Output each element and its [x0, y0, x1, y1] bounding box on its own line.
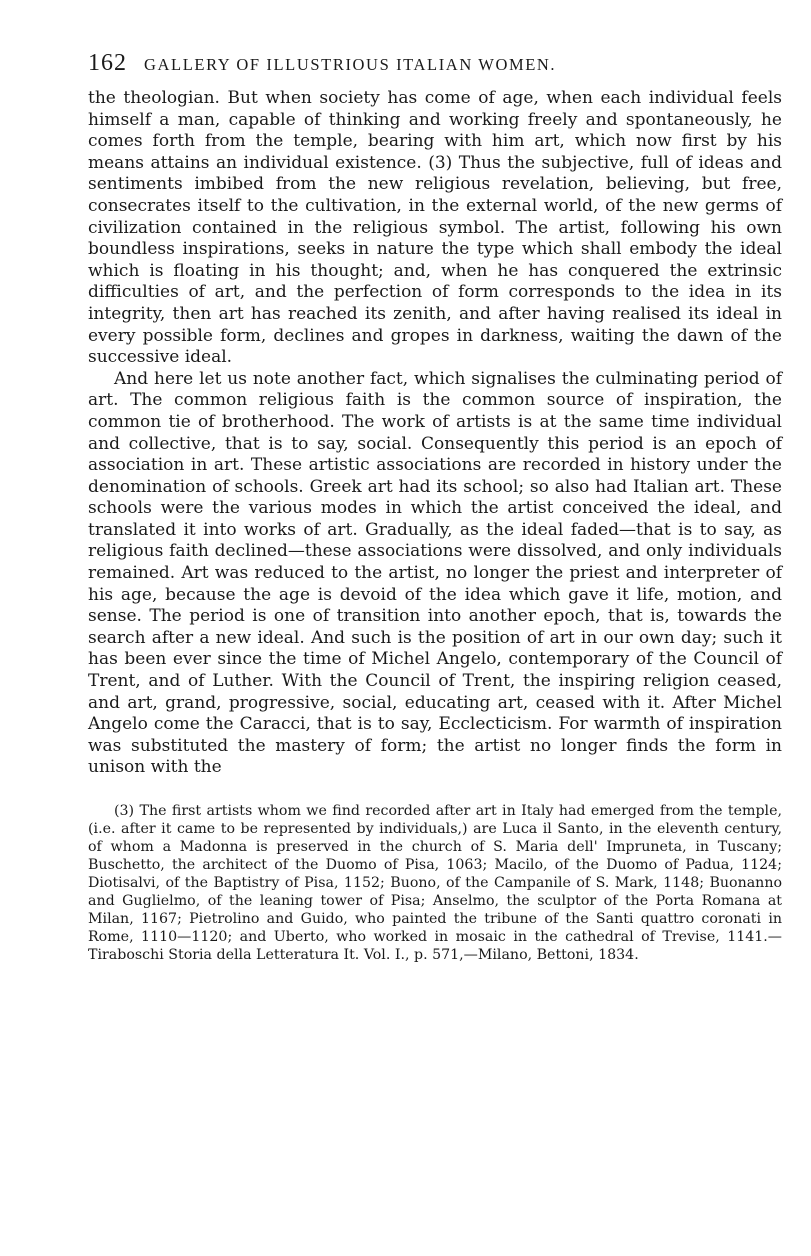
- page-number: 162: [88, 50, 127, 76]
- book-page: [88, 50, 782, 964]
- footnote: [88, 802, 782, 964]
- paragraph-continuation: the theologian. But when society has come of age, when each individual feels himself a man, capable of thinking and working freely and spontaneously, he comes forth from the temple, bearing with him art, which now first by his means attains an individual existence. (3) Thus the subjective, full of ideas and sentiments imbibed from the new religious revelation, believing, but free, consecrates itself to the cultivation, in the external world, of the new germs of civilization contained in the religious symbol. The artist, following his own boundless inspirations, seeks in nature the type which shall embody the ideal which is floating in his thought; and, when he has conquered the extrinsic difficulties of art, and the perfection of form corresponds to the idea in its integrity, then art has reached its zenith, and after having realised its ideal in every possible form, declines and gropes in darkness, waiting the dawn of the successive ideal.: [88, 88, 782, 368]
- running-title: GALLERY OF ILLUSTRIOUS ITALIAN WOMEN.: [144, 55, 557, 74]
- page-header: [88, 50, 782, 88]
- footnote-text: (3) The first artists whom we find recorded after art in Italy had emerged from the temple, (i.e. after it came to be represented by individuals,) are Luca il Santo, in the eleventh century, of whom a Madonna is preserved in the church of S. Maria dell' Impruneta, in Tuscany; Buschetto, the architect of the Duomo of Pisa, 1063; Macilo, of the Duomo of Padua, 1124; Diotisalvi, of the Baptistry of Pisa, 1152; Buono, of the Campanile of S. Mark, 1148; Buonanno and Guglielmo, of the leaning tower of Pisa; Anselmo, the sculptor of the Porta Romana at Milan, 1167; Pietrolino and Guido, who painted the tribune of the Santi quattro coronati in Rome, 1110—1120; and Uberto, who worked in mosaic in the cathedral of Trevise, 1141.—Tiraboschi Storia della Letteratura It. Vol. I., p. 571,—Milano, Bettoni, 1834.: [88, 803, 782, 963]
- main-text: [88, 88, 782, 779]
- paragraph-culminating-period: And here let us note another fact, which signalises the culminating period of art. The common religious faith is the common source of inspiration, the common tie of brotherhood. The work of artists is at the same time individual and collective, that is to say, social. Consequently this period is an epoch of association in art. These artistic associations are recorded in history under the denomination of schools. Greek art had its school; so also had Italian art. These schools were the various modes in which the artist conceived the ideal, and translated it into works of art. Gradually, as the ideal faded—that is to say, as religious faith declined—these associations were dissolved, and only individuals remained. Art was reduced to the artist, no longer the priest and interpreter of his age, because the age is devoid of the idea which gave it life, motion, and sense. The period is one of transition into another epoch, that is, towards the search after a new ideal. And such is the position of art in our own day; such it has been ever since the time of Michel Angelo, contemporary of the Council of Trent, and of Luther. With the Council of Trent, the inspiring religion ceased, and art, grand, progressive, social, educating art, ceased with it. After Michel Angelo come the Caracci, that is to say, Ecclecticism. For warmth of inspiration was substituted the mastery of form; the artist no longer finds the form in unison with the: [88, 368, 782, 778]
